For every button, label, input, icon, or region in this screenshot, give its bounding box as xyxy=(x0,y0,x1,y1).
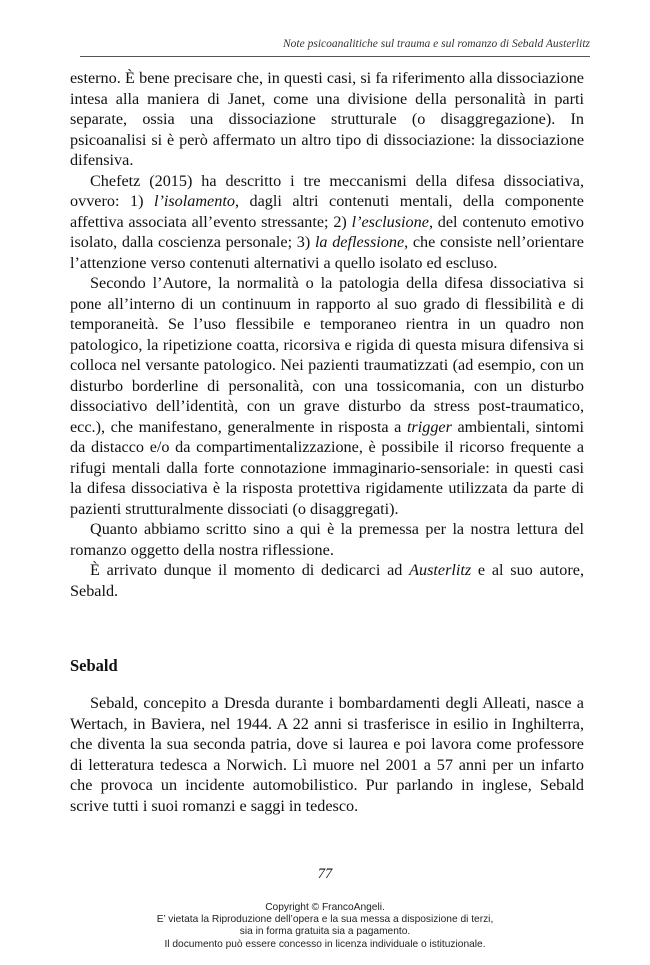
paragraph-4: Quanto abbiamo scritto sino a qui è la premessa per la nostra lettura del romanzo oggetto della nostra riflessione. xyxy=(70,520,584,559)
paragraph-2-text-a: Chefetz (2015) ha descritto i tre meccanismi della difesa dissociativa, ovvero: 1) xyxy=(70,171,584,210)
copyright-line-1: Copyright © FrancoAngeli. xyxy=(265,902,385,913)
paragraph-2-emphasis-1: l’isolamento xyxy=(154,192,235,210)
paragraph-2-text-b: , dagli altri contenuti mentali, della componente affettiva associata all’evento stressante; 2) xyxy=(70,192,584,231)
paragraph-3-emphasis: trigger xyxy=(406,417,452,436)
paragraph-5-text-b: e al suo autore, Sebald. xyxy=(70,561,584,600)
copyright-line-2: E’ vietata la Riproduzione dell’opera e la sua messa a disposizione di terzi, xyxy=(156,914,494,926)
paragraph-5 xyxy=(70,560,584,601)
section-heading: Sebald xyxy=(70,656,118,675)
copyright-line-4: Il documento può essere concesso in licenza individuale o istituzionale. xyxy=(164,938,486,950)
copyright-line-3: sia in forma gratuita sia a pagamento. xyxy=(239,926,411,938)
paragraph-2-text-d: , che consiste nell’orientare l’attenzione verso contenuti alternativi a quello isolato ed escluso. xyxy=(70,233,584,272)
section-body xyxy=(70,693,584,816)
paragraph-3 xyxy=(70,273,584,519)
copyright-notice xyxy=(0,902,650,951)
paragraph-3-text-a: Secondo l’Autore, la normalità o la patologia della difesa dissociativa si pone all’interno di un continuum in rapporto al suo grado di flessibilità e di temporaneità. Se l’uso flessibile e temporaneo rientra in un quadro non patologico, la ripetizione coatta, ricorsiva e rigida di questa misura difensiva si colloca nel versante patologico. Nei pazienti traumatizzati (ad esempio, con un disturbo borderline di personalità, con una tossicomania, con un disturbo dissociativo dell’identità, con un grave disturbo da stress post-traumatico, ecc.), che manifestano, generalmente in risposta a xyxy=(70,274,584,436)
body-text xyxy=(70,68,584,601)
running-head: Note psicoanalitiche sul trauma e sul romanzo di Sebald Austerlitz xyxy=(80,38,590,57)
paragraph-2-emphasis-3: la deflessione xyxy=(314,233,405,251)
page-number: 77 xyxy=(317,866,333,882)
paragraph-5-text-a: È arrivato dunque il momento di dedicarci ad xyxy=(90,561,410,579)
paragraph-3-text-b: ambientali, sintomi da distacco e/o da compartimentalizzazione, è possibile il ricorso frequente a rifugi mentali dalla forte connotazione immaginario-sensoriale: in questi casi la difesa dissociativa è la risposta protettiva rigidamente utilizzata da parte di pazienti strutturalmente dissociati (o disaggregati). xyxy=(70,417,584,518)
paragraph-2-text-c: , del contenuto emotivo isolato, dalla coscienza personale; 3) xyxy=(70,212,584,251)
paragraph-5-emphasis: Austerlitz xyxy=(409,561,472,579)
paragraph-2-emphasis-2: l’esclusione xyxy=(351,212,429,231)
paragraph-2 xyxy=(70,171,584,274)
paragraph-1: esterno. È bene precisare che, in questi casi, si fa riferimento alla dissociazione intesa alla maniera di Janet, come una divisione della personalità in parti separate, ossia una dissociazione strutturale (o disaggregazione). In psicoanalisi si è però affermato un altro tipo di dissociazione: la dissociazione difensiva. xyxy=(70,69,584,169)
section-paragraph: Sebald, concepito a Dresda durante i bombardamenti degli Alleati, nasce a Wertach, in Baviera, nel 1944. A 22 anni si trasferisce in esilio in Inghilterra, che diventa la sua seconda patria, dove si laurea e poi lavora come professore di letteratura tedesca a Norwich. Lì muore nel 2001 a 57 anni per un infarto che provoca un incidente automobilistico. Pur parlando in inglese, Sebald scrive tutti i suoi romanzi e saggi in tedesco. xyxy=(70,694,584,815)
